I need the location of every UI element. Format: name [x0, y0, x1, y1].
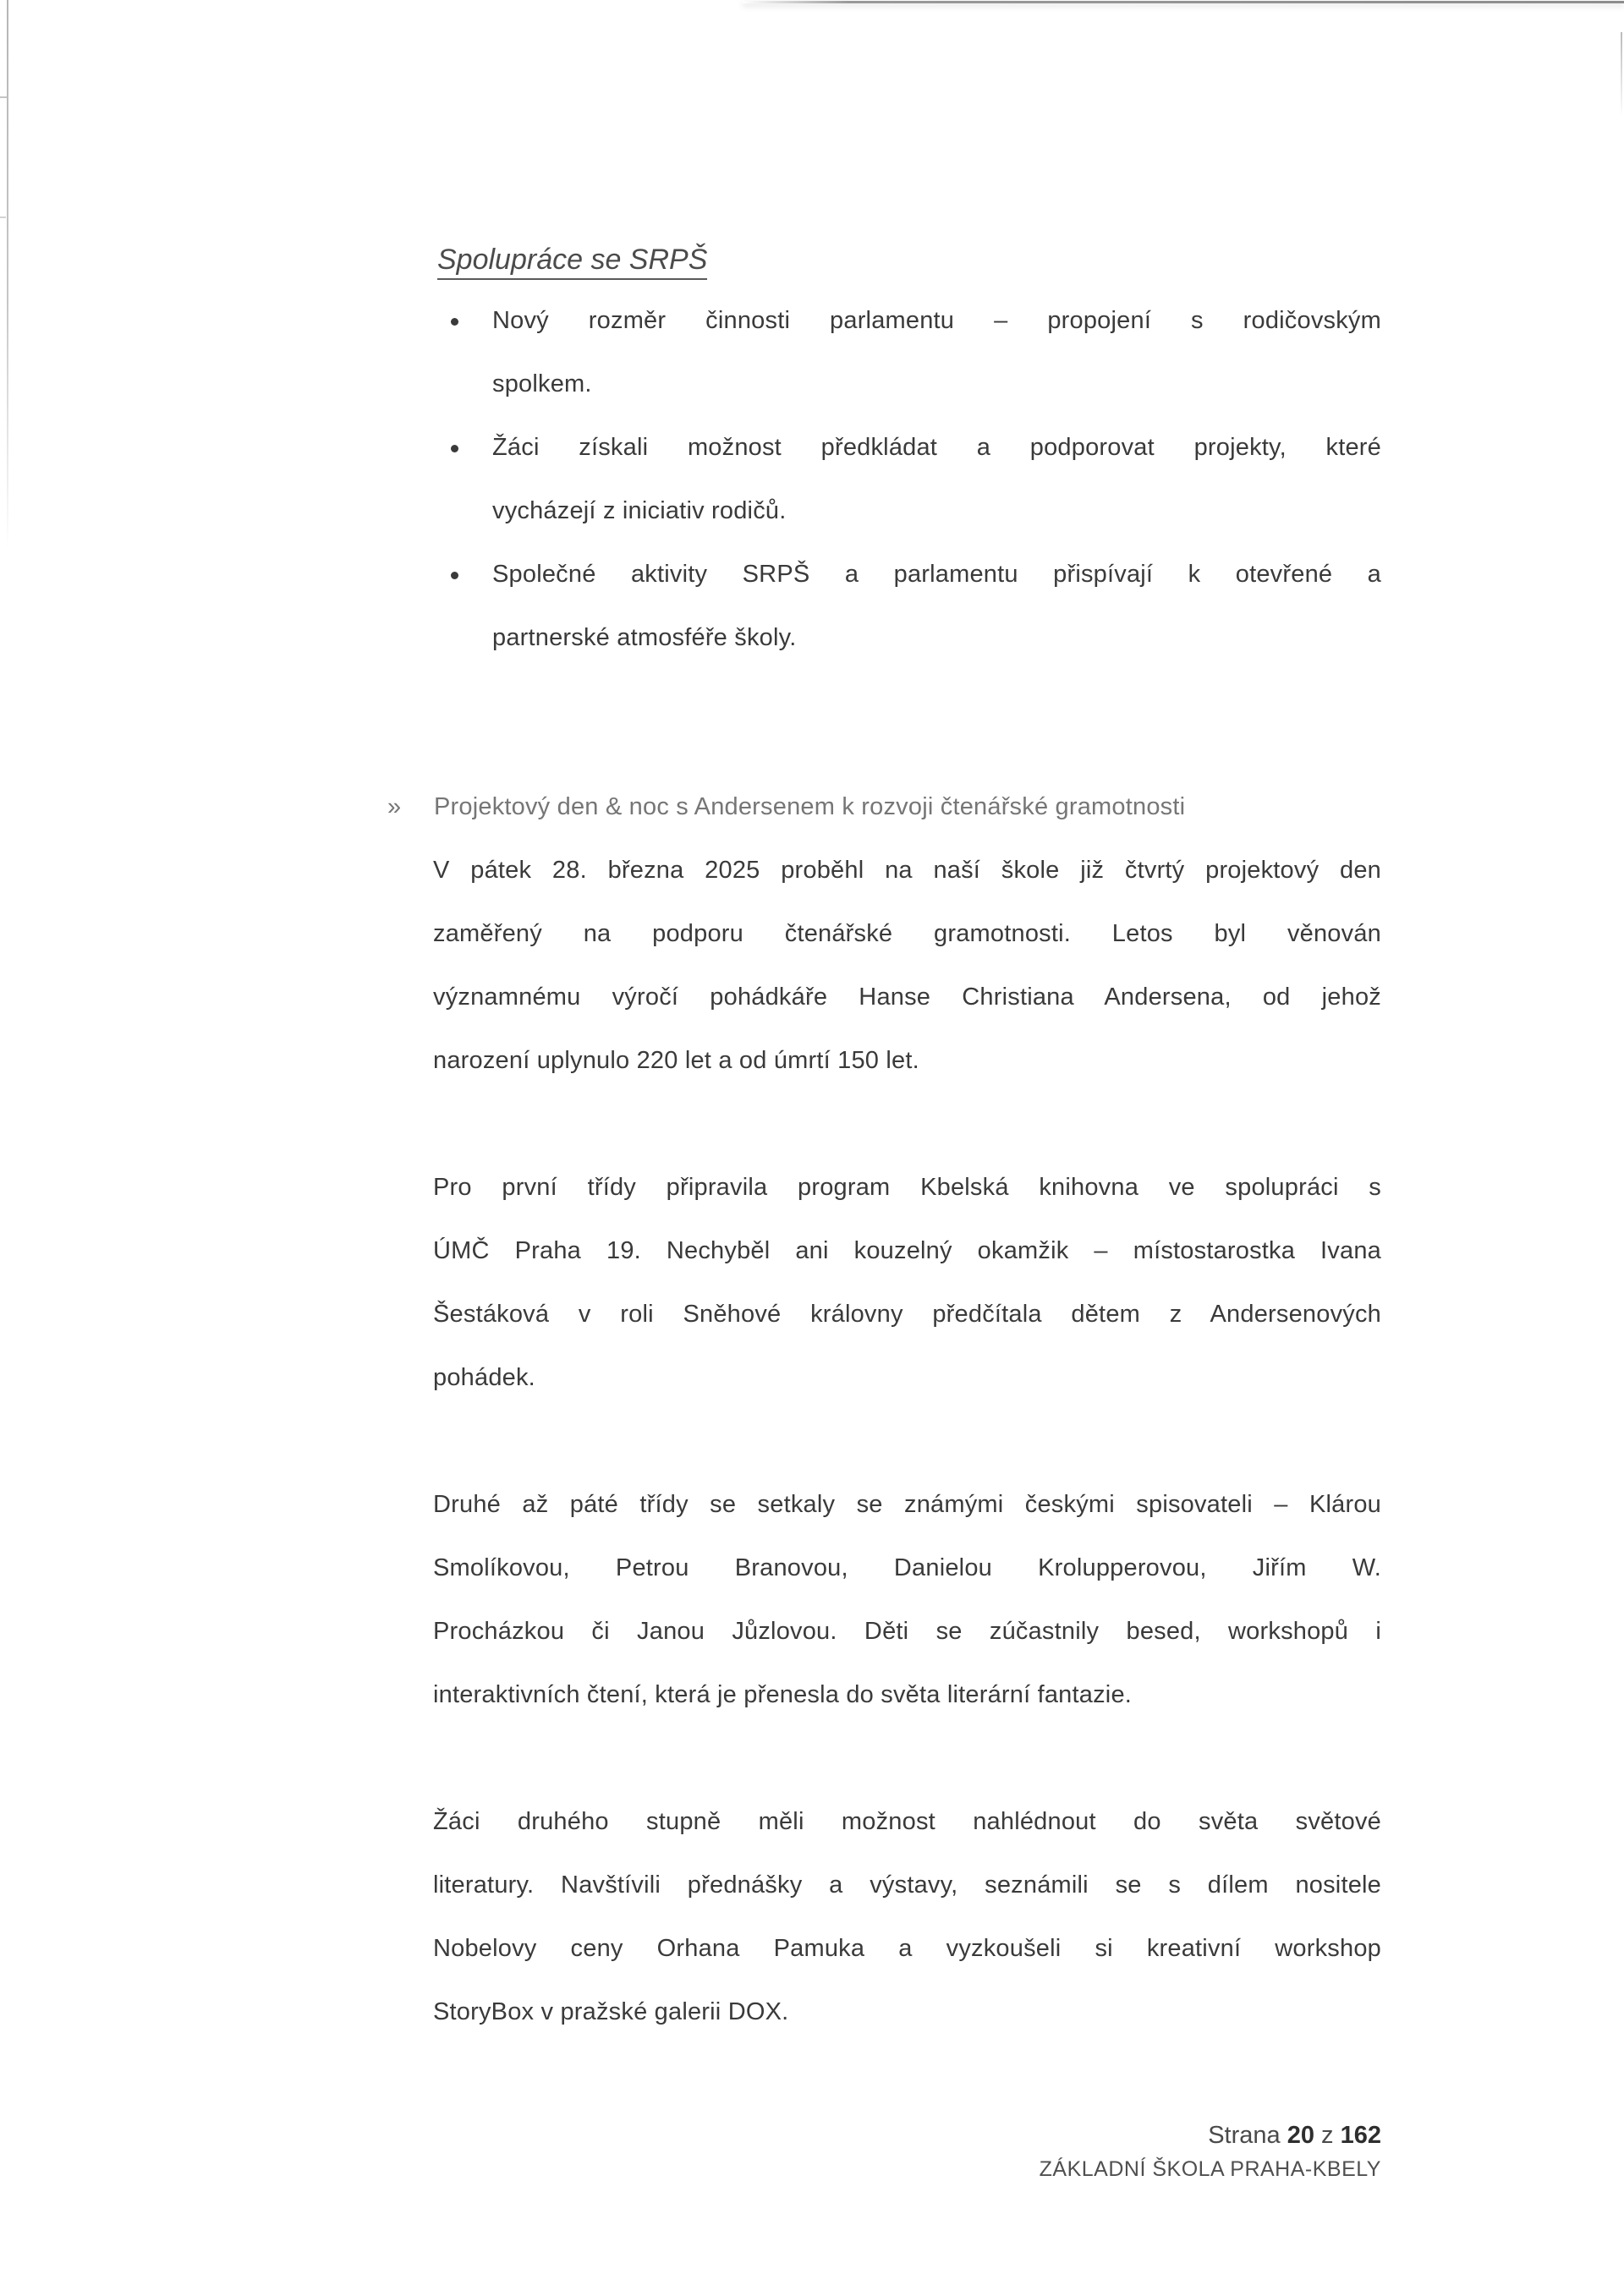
scan-artifact-left-edge-line [7, 0, 8, 550]
paragraph-1-line-1: V pátek 28. března 2025 proběhl na naší škole již čtvrtý projektový den [433, 857, 1381, 884]
paragraph-3-line-3: Procházkou či Janou Jůzlovou. Děti se zúčastnily besed, workshopů i [433, 1618, 1381, 1645]
paragraph-1-line-4: narození uplynulo 220 let a od úmrtí 150 let. [433, 1047, 919, 1074]
bullet-dot [451, 318, 458, 326]
footer-of-label: z [1321, 2122, 1334, 2149]
footer-total-pages: 162 [1340, 2122, 1381, 2149]
bullet-item-1-line-1: Nový rozměr činnosti parlamentu – propojení s rodičovským [492, 307, 1381, 334]
footer-page-label: Strana [1208, 2122, 1281, 2149]
bullet-dot [451, 445, 458, 452]
footer-school-name: ZÁKLADNÍ ŠKOLA PRAHA-KBELY [1039, 2157, 1381, 2181]
bullet-dot [451, 572, 458, 579]
bullet-item-2-line-2: vycházejí z iniciativ rodičů. [492, 497, 787, 524]
bullet-item-3-line-2: partnerské atmosféře školy. [492, 624, 797, 651]
paragraph-4-line-4: StoryBox v pražské galerii DOX. [433, 1998, 789, 2025]
paragraph-2-line-2: ÚMČ Praha 19. Nechyběl ani kouzelný okamžik – místostarostka Ivana [433, 1237, 1381, 1264]
paragraph-2-line-4: pohádek. [433, 1364, 535, 1391]
paragraph-3-line-1: Druhé až páté třídy se setkaly se známými českými spisovateli – Klárou [433, 1491, 1381, 1518]
section-heading-text: Spolupráce se SRPŠ [437, 244, 707, 280]
bullet-item-2-line-1: Žáci získali možnost předkládat a podporovat projekty, které [492, 434, 1381, 461]
paragraph-4-line-1: Žáci druhého stupně měli možnost nahlédnout do světa světové [433, 1808, 1381, 1835]
footer-page-indicator [1208, 2118, 1381, 2152]
paragraph-2-line-1: Pro první třídy připravila program Kbelská knihovna ve spolupráci s [433, 1174, 1381, 1201]
scan-artifact-left-tick [0, 216, 6, 218]
scan-artifact-left-tick [0, 96, 7, 98]
paragraph-2-line-3: Šestáková v roli Sněhové královny předčítala dětem z Andersenových [433, 1301, 1381, 1328]
paragraph-1-line-2: zaměřený na podporu čtenářské gramotnosti. Letos byl věnován [433, 920, 1381, 947]
section-marker-chevrons: » [387, 793, 402, 820]
paragraph-3-line-4: interaktivních čtení, která je přenesla do světa literární fantazie. [433, 1681, 1133, 1708]
bullet-item-1-line-2: spolkem. [492, 370, 592, 397]
bullet-item-3-line-1: Společné aktivity SRPŠ a parlamentu přispívají k otevřené a [492, 561, 1381, 588]
section-title: Projektový den & noc s Andersenem k rozvoji čtenářské gramotnosti [434, 793, 1186, 820]
section-heading-srps [437, 228, 707, 292]
scan-artifact-right-edge-line [1621, 32, 1622, 117]
scan-artifact-top-edge-line [743, 1, 1624, 3]
footer-page-number: 20 [1287, 2122, 1314, 2149]
paragraph-1-line-3: významnému výročí pohádkáře Hanse Christiana Andersena, od jehož [433, 984, 1381, 1011]
paragraph-4-line-2: literatury. Navštívili přednášky a výstavy, seznámili se s dílem nositele [433, 1871, 1381, 1899]
paragraph-3-line-2: Smolíkovou, Petrou Branovou, Danielou Krolupperovou, Jiřím W. [433, 1554, 1381, 1581]
paragraph-4-line-3: Nobelovy ceny Orhana Pamuka a vyzkoušeli si kreativní workshop [433, 1935, 1381, 1962]
